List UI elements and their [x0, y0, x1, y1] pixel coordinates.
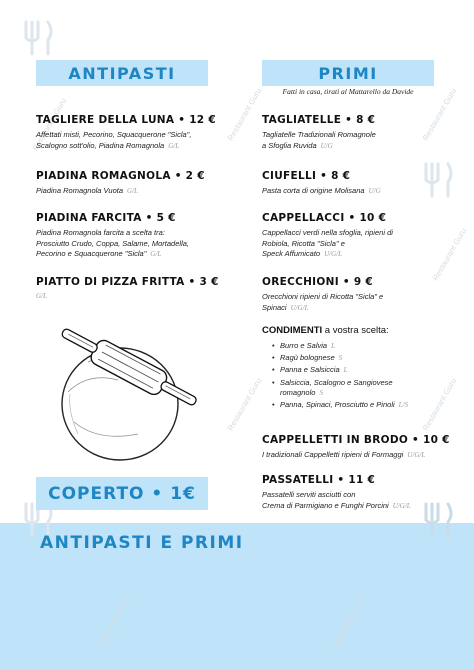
menu-item [36, 212, 236, 260]
desc-line: Affettati misti, Pecorino, Squacquerone "Sicla", [36, 130, 192, 139]
list-item [272, 365, 452, 375]
menu-item [262, 434, 452, 461]
primi-header: PRIMI [262, 60, 434, 86]
list-item [272, 341, 452, 351]
desc-line: Orecchioni ripieni di Ricotta "Sicla" e [262, 292, 384, 301]
desc-line: Piadina Romagnola Vuota [36, 186, 124, 195]
item-name: TAGLIERE DELLA LUNA • 12 € [36, 114, 216, 126]
desc-line: Passatelli serviti asciutti con [262, 490, 356, 499]
item-name: TAGLIATELLE • 8 € [262, 114, 376, 126]
allergen-tag: G/L [127, 187, 138, 195]
item-name: PIADINA FARCITA • 5 € [36, 212, 176, 224]
desc-line: Piadina Romagnola farcita a scelta tra: [36, 228, 165, 237]
item-description [36, 228, 236, 260]
item-description [262, 130, 452, 151]
item-description [262, 450, 452, 461]
allergen-tag: L/S [398, 401, 408, 410]
desc-line: Spinaci [262, 302, 287, 312]
watermark-text: Restaurant Guru [225, 376, 264, 433]
antipasti-header: ANTIPASTI [36, 60, 208, 86]
option-text: Panna, Spinaci, Prosciutto e Pinoli [280, 400, 395, 410]
allergen-tag: U/G/L [392, 501, 411, 510]
item-description [36, 186, 236, 197]
desc-line: Cappellacci verdi nella sfoglia, ripieni di [262, 228, 393, 237]
menu-item [262, 170, 452, 197]
option-text: Ragù bolognese [280, 353, 335, 363]
menu-item [262, 212, 452, 260]
item-description [262, 292, 452, 313]
desc-line: Pecorino e Squacquerone "Sicla" [36, 249, 147, 258]
item-description [262, 228, 452, 260]
item-name: CIUFELLI • 8 € [262, 170, 351, 182]
condimenti-list [262, 341, 452, 410]
allergen-tag: U/G/L [407, 451, 426, 459]
allergen-tag: U/G [368, 187, 381, 195]
allergen-tag: U/G [320, 141, 333, 150]
option-text: Burro e Salvia [280, 341, 328, 350]
item-description [262, 186, 452, 197]
condimenti-title [262, 325, 452, 336]
item-name: PIADINA ROMAGNOLA • 2 € [36, 170, 205, 182]
condimenti-title-rest: a vostra scelta: [322, 325, 389, 336]
menu-item [262, 474, 452, 511]
watermark-text: Restaurant Guru [420, 376, 459, 433]
item-name: CAPPELLACCI • 10 € [262, 212, 387, 224]
desc-line: Crema di Parmigiano e Funghi Porcini [262, 500, 389, 510]
watermark-text: Restaurant Guru [420, 86, 459, 143]
allergen-tag: G/L [168, 141, 180, 150]
option-text: Panna e Salsiccia [280, 365, 340, 375]
menu-item [262, 114, 452, 151]
watermark-logo-icon [20, 18, 58, 56]
primi-subtitle: Fatti in casa, tirati al Mattarello da Davide [282, 87, 414, 96]
list-item [272, 353, 452, 363]
allergen-tag: L [343, 366, 348, 375]
desc-line: Tagliatelle Tradizionali Romagnole [262, 130, 376, 139]
menu-item [262, 276, 452, 313]
item-name: PIATTO DI PIZZA FRITTA • 3 € [36, 276, 219, 288]
coperto-price: COPERTO • 1€ [36, 477, 208, 510]
menu-item [36, 276, 236, 300]
menu-item [36, 170, 236, 197]
allergen-tag: U/G/L [290, 303, 309, 312]
item-description [36, 130, 236, 151]
desc-line: Prosciutto Crudo, Coppa, Salame, Mortadella, [36, 238, 189, 248]
allergen-tag: S [319, 388, 323, 397]
item-name: CAPPELLETTI IN BRODO • 10 € [262, 434, 450, 446]
allergen-tag: G/L [150, 250, 162, 258]
watermark-text: Restaurant Guru [430, 226, 469, 283]
watermark-text: Restaurant Guru [95, 591, 134, 648]
desc-line: a Sfoglia Ruvida [262, 140, 317, 150]
item-name: ORECCHIONI • 9 € [262, 276, 373, 288]
item-name: PASSATELLI • 11 € [262, 474, 376, 486]
footer-title: ANTIPASTI E PRIMI [40, 533, 244, 553]
allergen-tag: U/G/L [324, 250, 342, 258]
watermark-text: Restaurant Guru [225, 86, 264, 143]
list-item [272, 378, 452, 398]
allergen-tag: G/L [36, 292, 47, 300]
desc-line: Speck Affumicato [262, 249, 321, 258]
menu-item [36, 114, 236, 151]
desc-line: Pasta corta di origine Molisana [262, 186, 365, 195]
list-item [272, 400, 452, 410]
item-description [262, 490, 452, 511]
allergen-tag: S [338, 354, 343, 363]
desc-line: I tradizionali Cappelletti ripieni di Formaggi [262, 450, 404, 459]
desc-line: Robiola, Ricotta "Sicla" e [262, 238, 345, 248]
condimenti-title-bold: CONDIMENTI [262, 325, 323, 336]
rolling-pin-dough-illustration [48, 322, 208, 462]
watermark-text: Restaurant Guru [330, 591, 369, 648]
condimenti-section [262, 325, 452, 412]
allergen-tag: L [331, 342, 336, 350]
desc-line: Scalogno sott'olio, Piadina Romagnola [36, 140, 165, 150]
option-text: Salsiccia, Scalogno e Sangiovese romagnolo [280, 377, 393, 397]
watermark-text: Restaurant Guru [30, 96, 69, 153]
